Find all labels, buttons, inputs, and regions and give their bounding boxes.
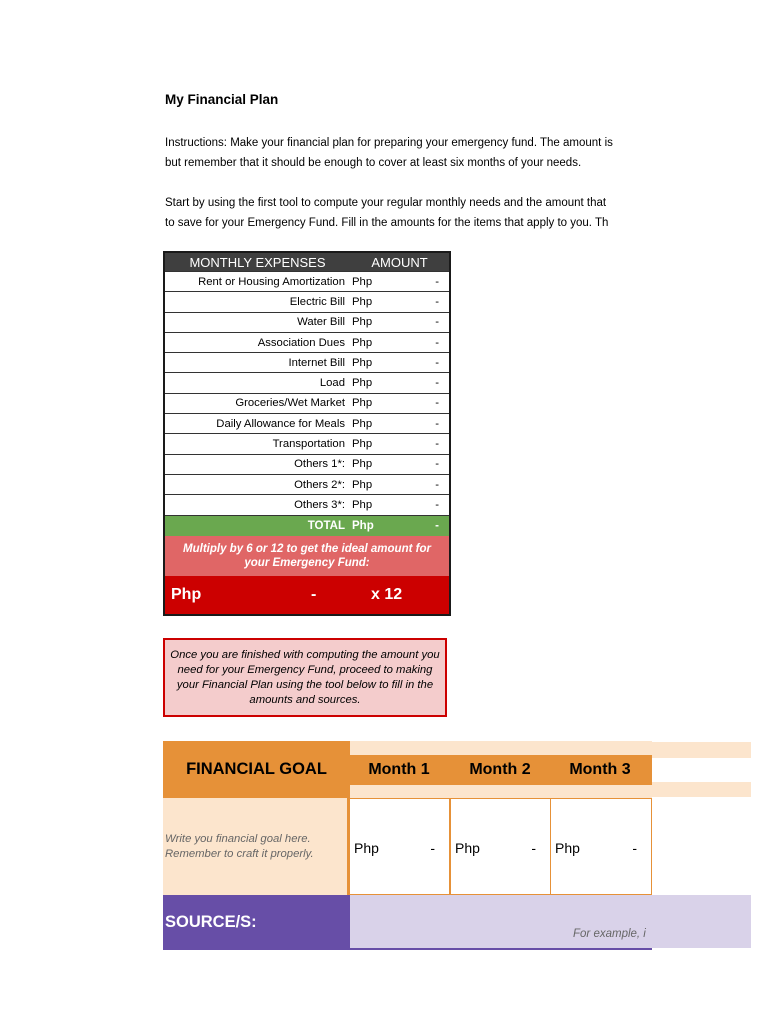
expense-label: Water Bill	[297, 316, 345, 329]
month-2-cell[interactable]	[450, 798, 551, 895]
expense-amount[interactable]: -	[435, 377, 439, 390]
month-1-currency: Php	[354, 840, 379, 856]
month-2-amount: -	[531, 840, 536, 856]
month-3-cell[interactable]	[550, 798, 652, 895]
expense-amount[interactable]: -	[435, 438, 439, 451]
expense-label: Groceries/Wet Market	[235, 397, 345, 410]
expense-label: Transportation	[272, 438, 345, 451]
expense-row	[165, 474, 449, 494]
expense-currency: Php	[352, 275, 373, 288]
fund-amount[interactable]: -	[311, 585, 317, 603]
expense-label: Daily Allowance for Meals	[216, 417, 345, 430]
expense-label: Rent or Housing Amortization	[198, 275, 345, 288]
expense-row	[165, 413, 449, 433]
goal-hint-line-1: Write you financial goal here.	[165, 833, 311, 845]
month-3-amount: -	[632, 840, 637, 856]
expense-row	[165, 372, 449, 392]
expense-amount[interactable]: -	[435, 498, 439, 511]
page-title: My Financial Plan	[165, 92, 279, 107]
month-3-header: Month 3	[569, 761, 631, 778]
expense-label: Load	[319, 377, 345, 390]
expense-currency: Php	[352, 458, 373, 471]
sources-label: SOURCE/S:	[163, 895, 350, 950]
expense-amount[interactable]: -	[435, 356, 439, 369]
expense-row	[165, 393, 449, 413]
expense-currency: Php	[352, 417, 373, 430]
start-line-1: Start by using the first tool to compute your regular monthly needs and the amount that	[165, 197, 607, 209]
goal-hint	[165, 832, 314, 862]
expense-row	[165, 433, 449, 453]
month-1-amount: -	[430, 840, 435, 856]
expense-label: Electric Bill	[289, 295, 345, 308]
expense-amount[interactable]: -	[435, 458, 439, 471]
expense-label: Others 1*:	[294, 458, 345, 471]
total-amount[interactable]: -	[435, 519, 439, 532]
expense-currency: Php	[352, 316, 373, 329]
expense-amount[interactable]: -	[435, 397, 439, 410]
expense-currency: Php	[352, 397, 373, 410]
expense-row	[165, 494, 449, 514]
expense-amount[interactable]: -	[435, 295, 439, 308]
expense-row	[165, 312, 449, 332]
header-label: MONTHLY EXPENSES	[189, 254, 326, 270]
instructions-line-2: but remember that it should be enough to cover at least six months of your needs.	[165, 157, 582, 169]
peach-strip-bottom	[350, 785, 652, 798]
next-step-note: Once you are finished with computing the amount you need for your Emergency Fund, proceed to making your Financial Plan using the tool below to fill in the amounts and sources.	[163, 638, 447, 717]
expense-row	[165, 332, 449, 352]
month-2-currency: Php	[455, 840, 480, 856]
fund-multiplier: x 12	[371, 585, 403, 603]
right-peach-strip-bottom	[652, 782, 751, 797]
sources-hint: For example, i	[573, 928, 646, 940]
expense-label: Others 3*:	[294, 498, 345, 511]
expense-currency: Php	[352, 336, 373, 349]
expense-currency: Php	[352, 295, 373, 308]
expense-label: Association Dues	[257, 336, 345, 349]
peach-strip-top	[350, 741, 652, 755]
expense-label: Internet Bill	[288, 356, 345, 369]
expense-label: Others 2*:	[294, 478, 345, 491]
goal-hint-line-2: Remember to craft it properly.	[165, 848, 314, 860]
financial-goal-label: FINANCIAL GOAL	[186, 760, 327, 778]
expense-currency: Php	[352, 498, 373, 511]
start-line-2: to save for your Emergency Fund. Fill in the amounts for the items that apply to you. Th	[165, 217, 609, 229]
expenses-header	[165, 253, 449, 271]
header-amount: AMOUNT	[371, 254, 428, 270]
month-2-header: Month 2	[469, 761, 531, 778]
right-peach-strip-top	[652, 742, 751, 758]
expense-amount[interactable]: -	[435, 417, 439, 430]
expense-amount[interactable]: -	[435, 275, 439, 288]
expense-currency: Php	[352, 438, 373, 451]
expense-amount[interactable]: -	[435, 336, 439, 349]
month-3-currency: Php	[555, 840, 580, 856]
monthly-expenses-table	[163, 251, 451, 616]
expense-row	[165, 454, 449, 474]
fund-currency: Php	[171, 585, 202, 603]
expense-row	[165, 352, 449, 372]
month-1-header: Month 1	[368, 761, 430, 778]
total-row	[165, 515, 449, 536]
expense-row	[165, 271, 449, 291]
expense-amount[interactable]: -	[435, 478, 439, 491]
expense-currency: Php	[352, 377, 373, 390]
total-label: TOTAL	[307, 519, 345, 532]
month-1-cell[interactable]	[349, 798, 450, 895]
right-lavender-strip	[652, 895, 751, 948]
multiply-instruction: Multiply by 6 or 12 to get the ideal amount for your Emergency Fund:	[165, 536, 449, 576]
instructions-line-1: Instructions: Make your financial plan for preparing your emergency fund. The amount is	[165, 137, 613, 149]
total-currency: Php	[352, 519, 374, 532]
expense-amount[interactable]: -	[435, 316, 439, 329]
expense-row	[165, 291, 449, 311]
expense-currency: Php	[352, 356, 373, 369]
emergency-fund-row	[165, 576, 449, 614]
expense-currency: Php	[352, 478, 373, 491]
sources-input-cell[interactable]	[350, 895, 652, 950]
